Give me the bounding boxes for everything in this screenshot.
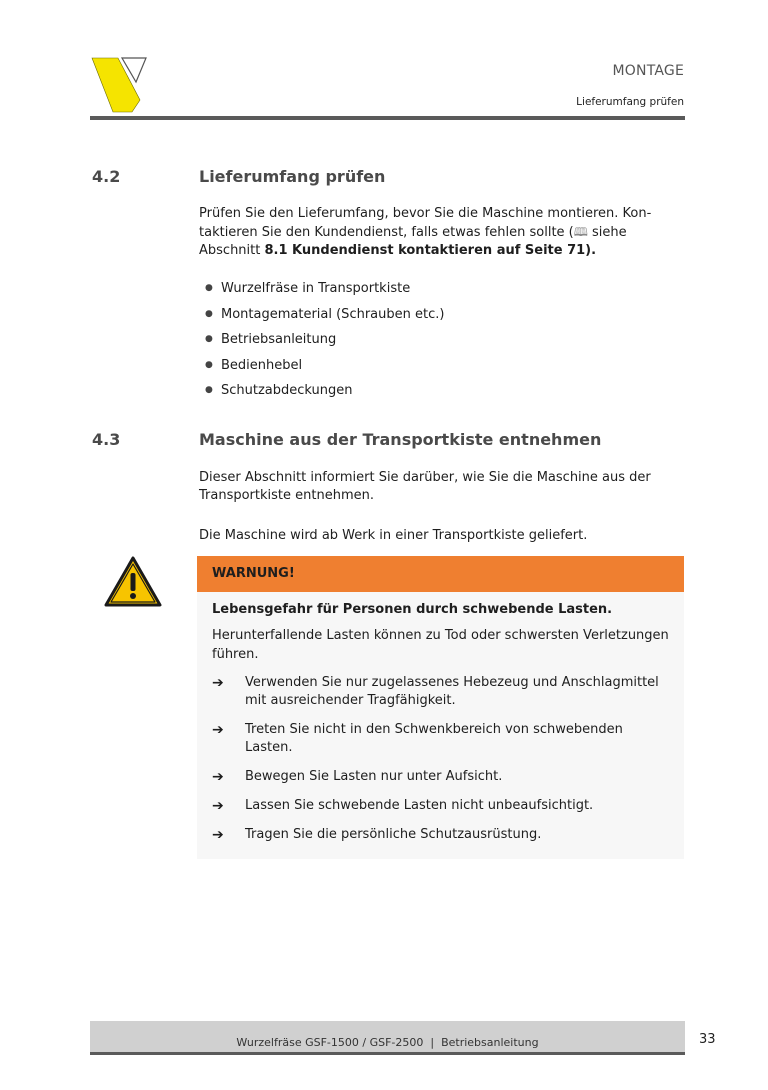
list-item: ➔ Verwenden Sie nur zugelassenes Hebezeug und Anschlagmittel mit ausreichender Tragfähigkeit. (212, 675, 659, 708)
bullet-icon: ● (205, 283, 213, 293)
bullet-icon: ● (205, 308, 213, 319)
warning-actions (212, 674, 669, 844)
section-paragraph: Die Maschine wird ab Werk in einer Transportkiste geliefert. (199, 528, 588, 543)
list-item: ➔ Tragen Sie die persönliche Schutzausrüstung. (212, 827, 542, 843)
book-icon: 🕮 (573, 225, 588, 239)
section-number: 4.3 (92, 430, 121, 449)
bullet-icon: ● (205, 359, 213, 370)
arrow-right-icon: ➔ (212, 675, 224, 691)
list-item: ➔ Bewegen Sie Lasten nur unter Aufsicht. (212, 769, 503, 785)
footer-text: Wurzelfräse GSF-1500 / GSF-2500 | Betriebsanleitung (236, 1036, 539, 1049)
header-divider (90, 116, 685, 120)
warning-triangle-icon (104, 556, 162, 608)
section-title: Lieferumfang prüfen (199, 167, 386, 186)
header-chapter: MONTAGE (612, 63, 684, 79)
bullet-icon: ● (205, 385, 213, 395)
intro-text-cont: siehe Abschnitt (199, 225, 627, 258)
section-title: Maschine aus der Transportkiste entnehmen (199, 430, 602, 449)
list-item: ● Wurzelfräse in Transportkiste (205, 276, 444, 302)
section-paragraph: Dieser Abschnitt informiert Sie darüber, wie Sie die Maschine aus der Transportkiste entnehmen. (199, 470, 651, 503)
warning-header: WARNUNG! (197, 556, 684, 592)
list-item: ➔ Treten Sie nicht in den Schwenkbereich von schwebenden Lasten. (212, 722, 623, 755)
list-item: ● Betriebsanleitung (205, 327, 444, 353)
warning-box (197, 556, 684, 859)
page-number: 33 (699, 1032, 716, 1047)
intro-text: Prüfen Sie den Lieferumfang, bevor Sie die Maschine montieren. Kontaktieren Sie den Kundendienst, falls etwas fehlen sollte ( (199, 206, 652, 240)
list-item: ● Schutzabdeckungen (205, 378, 444, 404)
bullet-icon: ● (205, 334, 213, 344)
list-item: ➔ Lassen Sie schwebende Lasten nicht unbeaufsichtigt. (212, 798, 594, 814)
list-item: ● Montagematerial (Schrauben etc.) (205, 302, 444, 328)
arrow-right-icon: ➔ (212, 798, 224, 814)
section-number: 4.2 (92, 167, 121, 186)
warning-description: Herunterfallende Lasten können zu Tod oder schwersten Verletzungen führen. (212, 628, 669, 662)
arrow-right-icon: ➔ (212, 827, 224, 843)
arrow-right-icon: ➔ (212, 769, 224, 785)
footer-bar (90, 1021, 685, 1055)
header-section: Lieferumfang prüfen (576, 96, 684, 108)
arrow-right-icon: ➔ (212, 722, 224, 738)
company-logo (88, 52, 178, 114)
cross-reference-link[interactable]: 8.1 Kundendienst kontaktieren auf Seite 71). (264, 243, 597, 258)
delivery-scope-list (205, 276, 444, 404)
warning-headline: Lebensgefahr für Personen durch schwebende Lasten. (212, 602, 613, 617)
list-item: ● Bedienhebel (205, 353, 444, 379)
section-intro (199, 205, 689, 260)
